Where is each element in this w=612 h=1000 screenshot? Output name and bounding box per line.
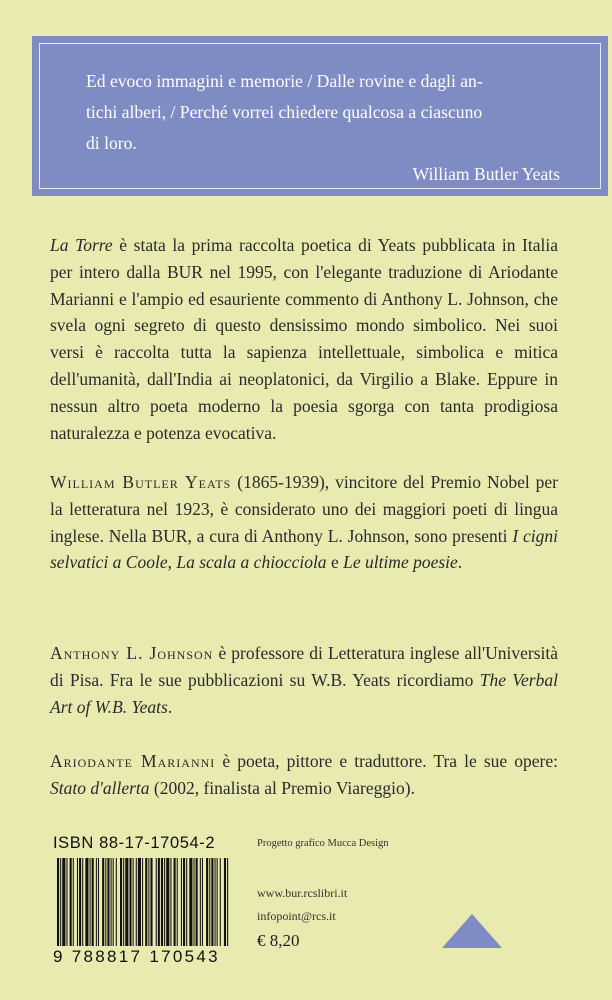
barcode-bar (60, 858, 61, 946)
barcode-bar (105, 858, 106, 946)
period: . (457, 552, 463, 573)
barcode-bar (200, 858, 201, 946)
barcode-bar (138, 858, 141, 946)
barcode-bar (77, 858, 78, 946)
barcode-bar (85, 858, 88, 946)
quote-line-2: tichi alberi, / Perché vorrei chiedere qualcosa a ciascuno (86, 102, 483, 122)
barcode-bar (136, 858, 137, 946)
barcode-bar (82, 858, 83, 946)
work-title-3: Le ultime poesie (343, 552, 458, 573)
author-name: William Butler Yeats (50, 472, 232, 492)
barcode-bar (90, 858, 91, 946)
publisher-logo-icon (442, 914, 502, 948)
website-link[interactable]: www.bur.rcslibri.it (257, 886, 348, 900)
quote-frame (39, 43, 601, 189)
barcode-bar (113, 858, 114, 946)
barcode-bar (142, 858, 143, 946)
barcode-bar (164, 858, 165, 946)
barcode-bar (194, 858, 195, 946)
barcode-bar (209, 858, 210, 946)
isbn-label: ISBN 88-17-17054-2 (53, 834, 216, 852)
editor-bio-text: è professore di Letteratura inglese all'Università di Pisa. Fra le sue pubblicazioni su W.B. Yeats ricordiamo (50, 643, 558, 690)
barcode-bar (189, 858, 192, 946)
barcode-bar (57, 858, 59, 946)
barcode-bar (111, 858, 112, 946)
barcode-bar (181, 858, 182, 946)
editor-work-title: The Verbal Art of W.B. Yeats (50, 669, 558, 717)
barcode-digits: 9 788817 170543 (53, 947, 220, 966)
barcode-bar (224, 858, 226, 946)
barcode-bar (62, 858, 65, 946)
barcode-bar (148, 858, 149, 946)
barcode-bar (92, 858, 94, 946)
separator-1: , (167, 552, 177, 573)
barcode-bars (57, 858, 229, 946)
quote-line-1: Ed evoco immagini e memorie / Dalle rovine e dagli an- (86, 71, 483, 91)
barcode-bar (129, 858, 131, 946)
work-title-1: I cigni selvatici a Coole (50, 525, 558, 573)
editor-bio-paragraph (50, 640, 558, 720)
translator-bio-end: (2002, finalista al Premio Viareggio). (149, 777, 415, 798)
barcode-bar (170, 858, 171, 946)
barcode-bar (79, 858, 81, 946)
barcode-bar (211, 858, 213, 946)
barcode-bar (227, 858, 228, 946)
barcode-bar (215, 858, 216, 946)
barcode-bar (150, 858, 152, 946)
barcode-bar (183, 858, 185, 946)
barcode-bar (66, 858, 67, 946)
quote-box (32, 36, 608, 196)
description-paragraph (50, 232, 558, 446)
translator-name: Ariodante Marianni (50, 751, 216, 771)
barcode-bar (177, 858, 178, 946)
barcode-bar (116, 858, 117, 946)
barcode-bar (70, 858, 72, 946)
author-bio-paragraph (50, 469, 558, 576)
editor-name: Anthony L. Johnson (50, 643, 214, 663)
barcode-bar (96, 858, 97, 946)
barcode-bar (166, 858, 169, 946)
book-title: La Torre (50, 235, 113, 255)
author-bio-text: (1865-1939), vincitore del Premio Nobel per la letteratura nel 1923, è considerato uno dei maggiori poeti di lingua inglese. Nella BUR, a cura di Anthony L. Johnson, sono presenti (50, 472, 559, 546)
price: € 8,20 (257, 931, 300, 950)
barcode-bar (158, 858, 160, 946)
barcode-bar (161, 858, 163, 946)
barcode-bar (156, 858, 157, 946)
barcode-bar (217, 858, 218, 946)
barcode-bar (145, 858, 147, 946)
barcode-bar (123, 858, 124, 946)
barcode-bar (133, 858, 134, 946)
barcode-bar (186, 858, 187, 946)
design-credit: Progetto grafico Mucca Design (257, 838, 389, 849)
barcode-bar (98, 858, 99, 946)
barcode-bar (202, 858, 203, 946)
translator-work-title: Stato d'allerta (50, 777, 150, 798)
period: . (167, 696, 173, 717)
barcode-bar (220, 858, 221, 946)
work-title-2: La scala a chiocciola (176, 552, 327, 573)
barcode-bar (174, 858, 176, 946)
barcode (53, 834, 229, 974)
translator-bio-paragraph (50, 748, 558, 802)
barcode-bar (206, 858, 208, 946)
barcode-bar (107, 858, 109, 946)
barcode-bar (125, 858, 128, 946)
barcode-bar (102, 858, 104, 946)
barcode-bar (120, 858, 122, 946)
separator-2: e (326, 552, 344, 573)
translator-bio-text: è poeta, pittore e traduttore. Tra le sue opere: (215, 751, 558, 771)
barcode-bar (73, 858, 74, 946)
quote-line-3: di loro. (86, 133, 137, 153)
quote-author: William Butler Yeats (412, 164, 560, 184)
barcode-bar (196, 858, 198, 946)
email-link[interactable]: infopoint@rcs.it (257, 909, 336, 923)
description-text: è stata la prima raccolta poetica di Yeats pubblicata in Italia per intero dalla BUR nel 1995, con l'elegante traduzione di Ariodante Marianni e l'ampio ed esauriente commento di Anthony L. Johnson, che svela ogni segreto di questo densissimo mondo simbolico. Nei suoi versi è raccolta tutta la sapienza intellettuale, simbolica e mitica dell'umanità, dall'India ai neoplatonici, da Virgilio a Blake. Eppure in nessun altro poeta moderno la poesia sgorga con tanta prodigiosa naturalezza e potenza evocativa. (50, 235, 558, 443)
